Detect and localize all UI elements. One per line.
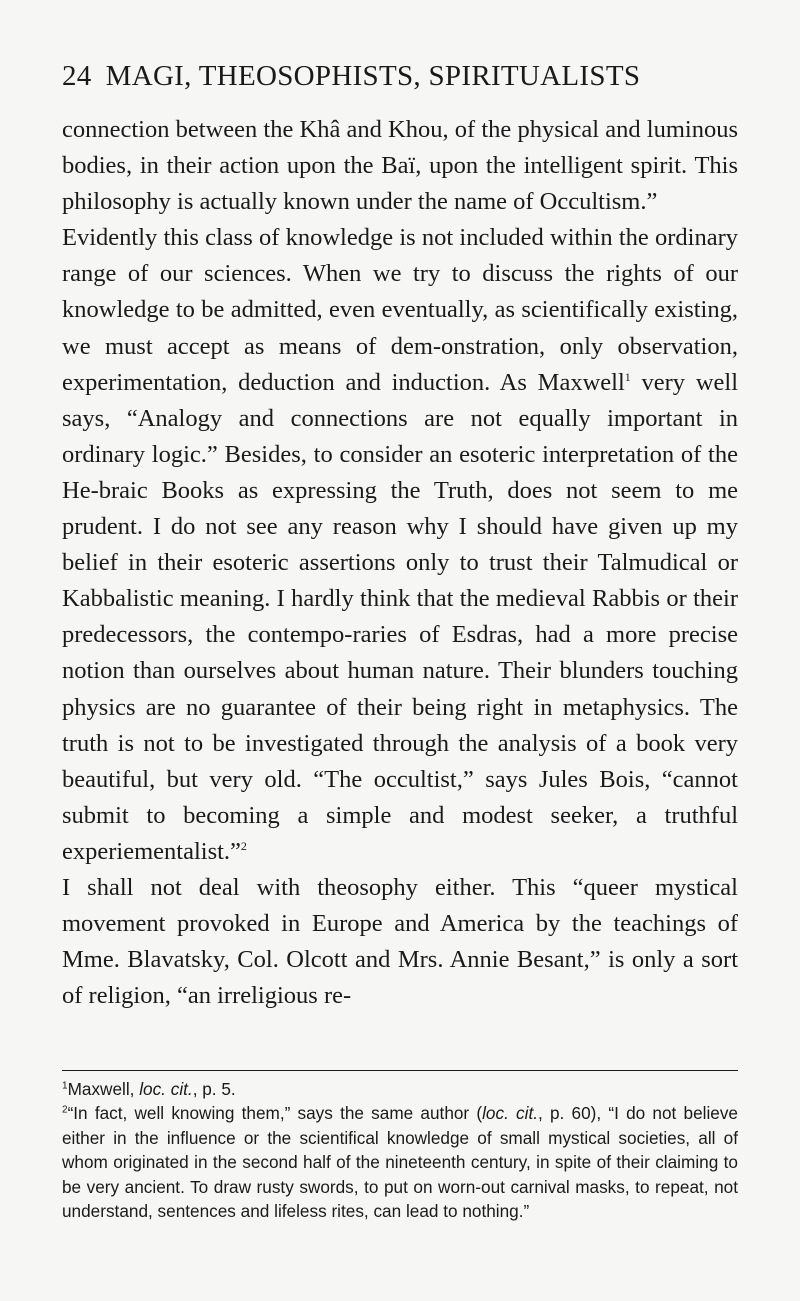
footnote-2-text-b: , p. 60), “I do not believe either in the influence or the scientifical knowledge of small mystical societies, all of whom originated in the second half of the nineteenth century, in spite of their claiming to be very ancient. To draw rusty swords, to put on worn-out carnival masks, to repeat, not understand, sentences and lifeless rites, can lead to nothing.” [62,1103,738,1222]
footnote-1-italic: loc. cit. [139,1079,193,1099]
paragraph-3-text: I shall not deal with theosophy either. This “queer mystical movement provoked in Europe and America by the teachings of Mme. Blavatsky, Col. Olcott and Mrs. Annie Besant,” is only a sort of religion, “an irreligious re- [62,873,738,1010]
footnote-divider [62,1070,738,1071]
footnote-1-text-a: Maxwell, [67,1079,140,1099]
paragraph-3 [62,870,738,1014]
footnote-1 [62,1077,738,1101]
paragraph-2 [62,220,738,870]
paragraph-1-text: connection between the Khâ and Khou, of the physical and luminous bodies, in their action upon the Baï, upon the intelligent spirit. This philosophy is actually known under the name of Occultism.” [62,116,738,216]
running-header [62,60,742,93]
body-text [62,112,738,1014]
footnote-2-text-a: “In fact, well knowing them,” says the same author ( [67,1103,483,1124]
paragraph-2-text-b: very well says, “Analogy and connections are not equally important in ordinary logic.” Besides, to consider an esoteric interpretation of the He-braic Books as expressing the Truth, does not seem to me prudent. I do not see any reason why I should have given up my belief in their esoteric assertions only to trust their Talmudical or Kabbalistic meaning. I hardly think that the medieval Rabbis or their predecessors, the contempo-raries of Esdras, had a more precise notion than ourselves about human nature. Their blunders touching physics are no guarantee of their being right in metaphysics. The truth is not to be investigated through the analysis of a book very beautiful, but very old. “The occultist,” says Jules Bois, “cannot submit to becoming a simple and modest seeker, a truthful experiementalist.” [62,368,739,865]
footnote-2-italic: loc. cit. [482,1103,539,1124]
page-number: 24 [62,60,92,92]
footnote-ref-2: 2 [240,838,247,853]
paragraph-1 [62,112,738,220]
footnote-ref-1: 1 [624,369,631,384]
paragraph-2-text-a: Evidently this class of knowledge is not included within the ordinary range of our sciences. When we try to discuss the rights of our knowledge to be admitted, even eventually, as scientifically existing, we must accept as means of dem-onstration, only observation, experimentation, deduction and induction. As Maxwell [62,224,738,396]
running-title: MAGI, THEOSOPHISTS, SPIRITUALISTS [105,60,641,92]
footnote-1-mark: 1 [62,1080,68,1092]
footnote-1-text-b: , p. 5. [192,1079,236,1099]
footnotes [62,1077,738,1223]
footnote-2 [62,1101,738,1223]
footnote-2-mark: 2 [62,1104,68,1116]
